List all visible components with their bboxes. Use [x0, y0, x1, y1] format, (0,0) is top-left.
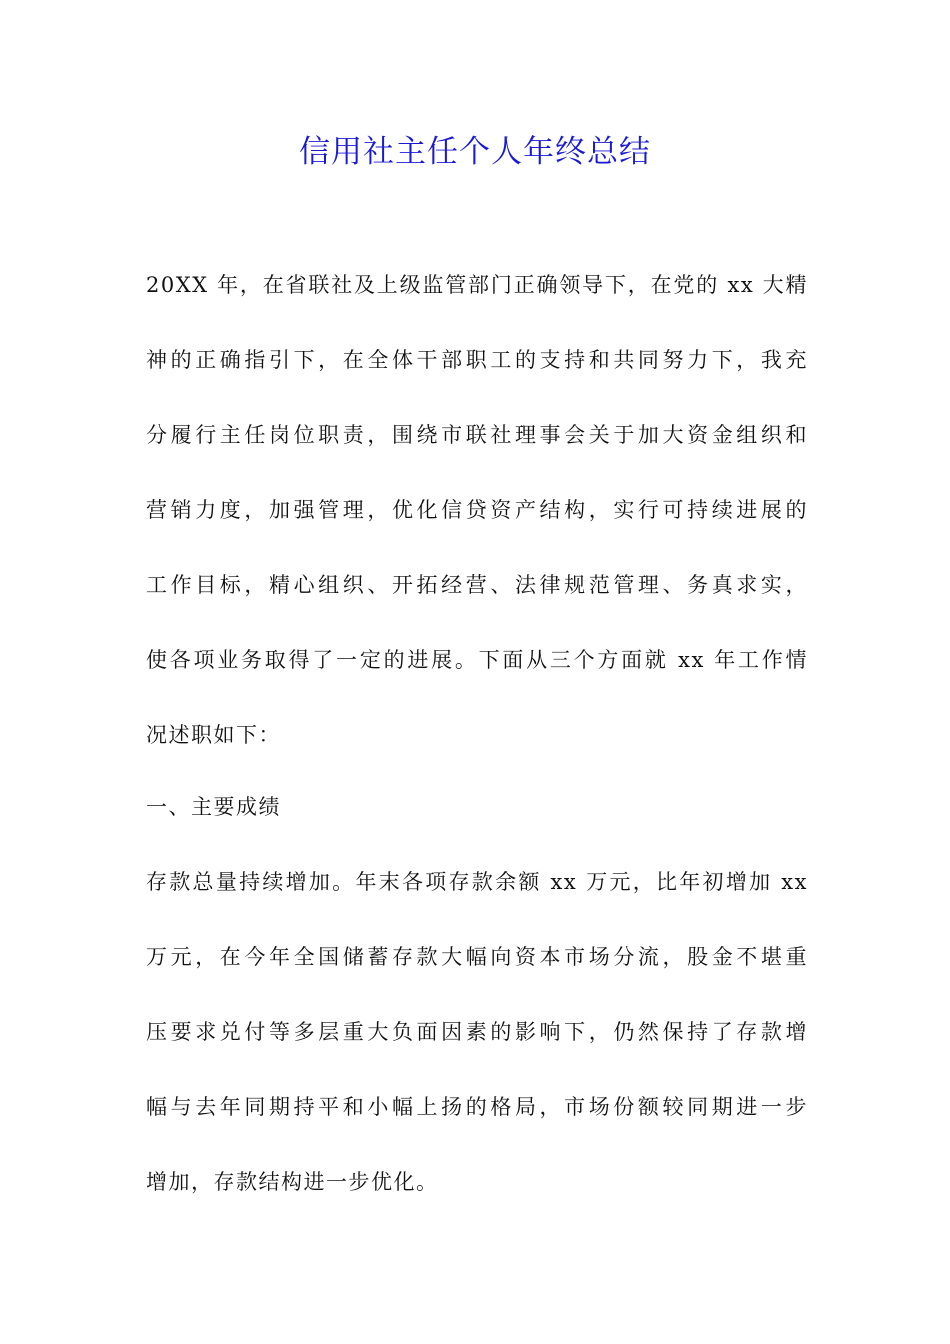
text-line: 分履行主任岗位职责，围绕市联社理事会关于加大资金组织和	[146, 423, 808, 447]
text-line: 存款总量持续增加。年末各项存款余额 xx 万元，比年初增加 xx	[146, 870, 808, 894]
text-line: 神的正确指引下，在全体干部职工的支持和共同努力下，我充	[146, 348, 808, 372]
text-line: 况述职如下：	[146, 723, 281, 747]
paragraph-intro	[146, 267, 808, 792]
text-line: 万元，在今年全国储蓄存款大幅向资本市场分流，股金不堪重	[146, 945, 808, 969]
text-line: 工作目标，精心组织、开拓经营、法律规范管理、务真求实，	[146, 573, 808, 597]
section-heading-text: 一、主要成绩	[146, 795, 281, 819]
paragraph-achievements	[146, 864, 808, 1239]
text-line: 压要求兑付等多层重大负面因素的影响下，仍然保持了存款增	[146, 1020, 808, 1044]
text-line: 20XX 年，在省联社及上级监管部门正确领导下，在党的 xx 大精	[146, 273, 808, 297]
text-line: 幅与去年同期持平和小幅上扬的格局，市场份额较同期进一步	[146, 1095, 808, 1119]
document-title: 信用社主任个人年终总结	[299, 134, 651, 170]
text-line: 增加，存款结构进一步优化。	[146, 1170, 439, 1194]
text-line: 使各项业务取得了一定的进展。下面从三个方面就 xx 年工作情	[146, 648, 808, 672]
text-line: 营销力度，加强管理，优化信贷资产结构，实行可持续进展的	[146, 498, 808, 522]
section-heading	[146, 789, 808, 864]
